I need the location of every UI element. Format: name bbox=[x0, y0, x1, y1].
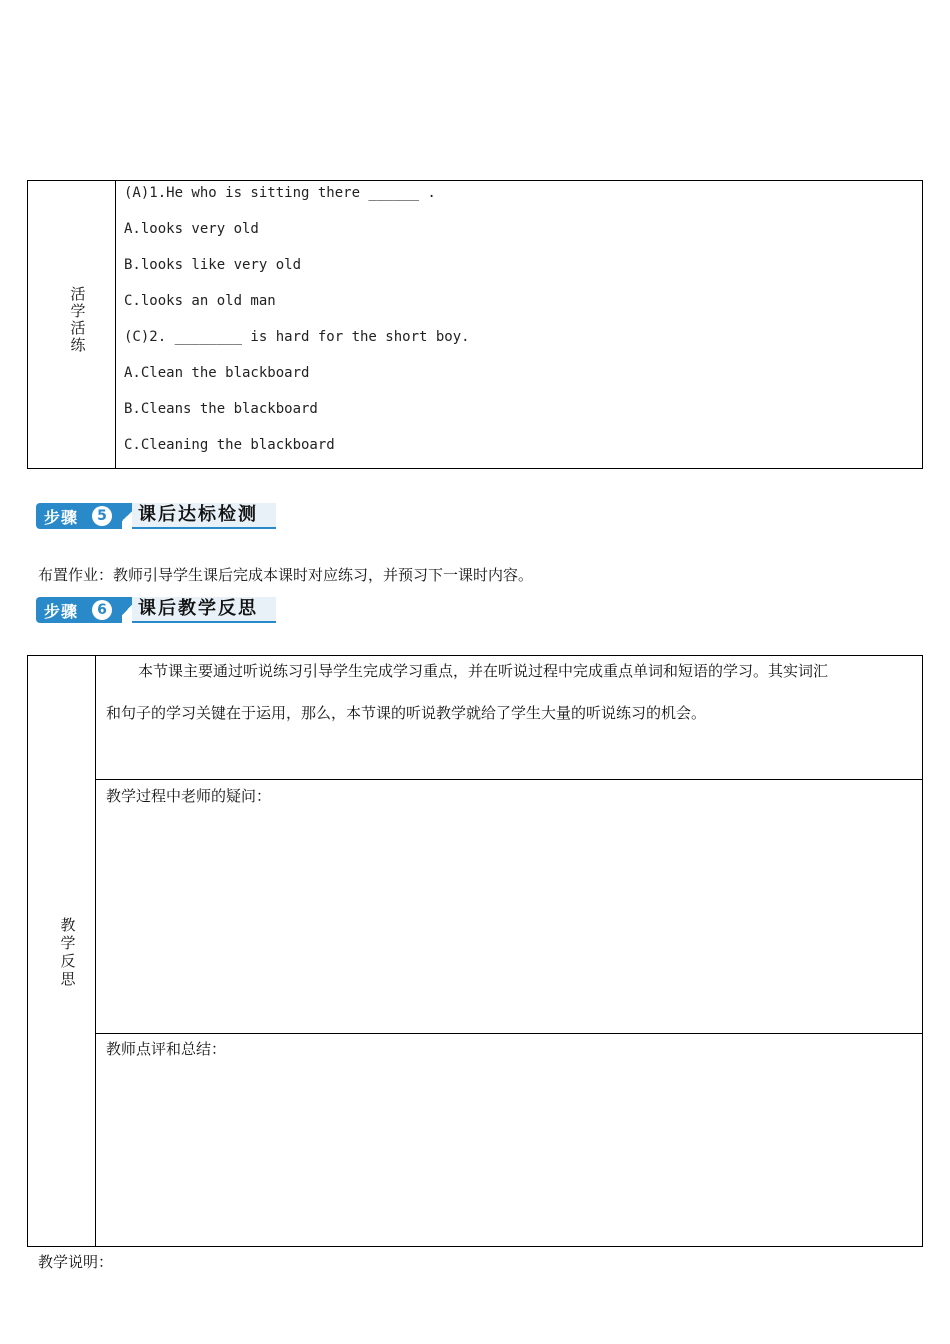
step-5-banner bbox=[36, 503, 270, 529]
reflection-summary-line-2: 和句子的学习关键在于运用，那么，本节课的听说教学就给了学生大量的听说练习的机会。 bbox=[106, 704, 707, 722]
teacher-comments-label: 教师点评和总结： bbox=[106, 1040, 227, 1058]
step-6-number: 6 bbox=[92, 600, 112, 620]
question-1-option-a: A.looks very old bbox=[124, 221, 259, 237]
teaching-notes-label: 教学说明： bbox=[38, 1253, 114, 1271]
question-2-option-b: B.Cleans the blackboard bbox=[124, 401, 318, 417]
step-5-tag: 步骤 bbox=[44, 508, 79, 527]
question-1-option-c: C.looks an old man bbox=[124, 293, 276, 309]
question-1-option-b: B.looks like very old bbox=[124, 257, 302, 273]
step-6-tag: 步骤 bbox=[44, 602, 79, 621]
reflection-summary-line-1: 本节课主要通过听说练习引导学生完成学习重点，并在听说过程中完成重点单词和短语的学习。其实词汇 bbox=[138, 662, 829, 680]
step-5-number: 5 bbox=[92, 506, 112, 526]
question-1: (A)1.He who is sitting there ______ . bbox=[124, 185, 436, 201]
step-5-title: 课后达标检测 bbox=[132, 503, 276, 529]
practice-label: 活学活练 bbox=[70, 285, 86, 354]
question-2: (C)2. ________ is hard for the short boy. bbox=[124, 329, 470, 345]
homework-text: 布置作业：教师引导学生课后完成本课时对应练习，并预习下一课时内容。 bbox=[38, 566, 534, 584]
step-6-title: 课后教学反思 bbox=[132, 597, 276, 623]
question-2-option-a: A.Clean the blackboard bbox=[124, 365, 310, 381]
reflection-label: 教学反思 bbox=[60, 916, 76, 988]
teacher-questions-label: 教学过程中老师的疑问： bbox=[106, 787, 272, 805]
step-6-banner bbox=[36, 597, 270, 623]
question-2-option-c: C.Cleaning the blackboard bbox=[124, 437, 335, 453]
